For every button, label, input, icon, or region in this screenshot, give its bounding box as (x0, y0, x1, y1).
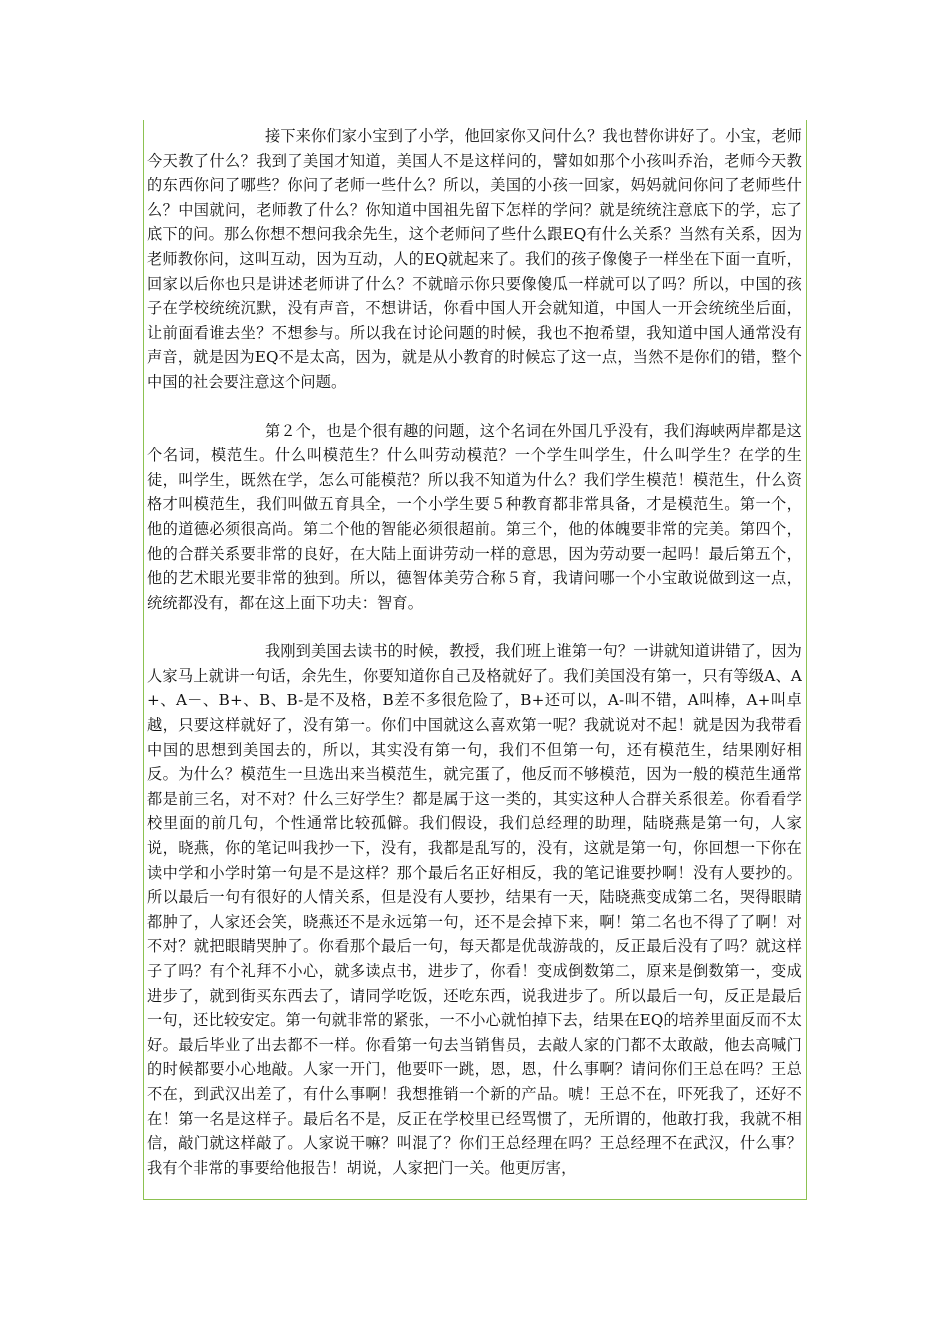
document-page (143, 120, 807, 1200)
paragraph-2: 第２个，也是个很有趣的问题，这个名词在外国几乎没有，我们海峡两岸都是这个名词，模范生。什么叫模范生？什么叫劳动模范？一个学生叫学生，什么叫学生？在学的生徒，叫学生，既然在学，怎么可能模范？所以我不知道为什么？我们学生模范！模范生，什么资格才叫模范生，我们叫做五育具全，一个小学生要５种教育都非常具备，才是模范生。第一个，他的道德必须很高尚。第二个他的智能必须很超前。第三个，他的体魄要非常的完美。第四个，他的合群关系要非常的良好，在大陆上面讲劳动一样的意思，因为劳动要一起吗！最后第五个，他的艺术眼光要非常的独到。所以，德智体美劳合称５育，我请问哪一个小宝敢说做到这一点，统统都没有，都在这上面下功夫：智育。 (147, 421, 802, 612)
paragraph-1: 接下来你们家小宝到了小学，他回家你又问什么？我也替你讲好了。小宝，老师今天教了什么？我到了美国才知道，美国人不是这样问的，譬如如那个小孩叫乔治，老师今天教的东西你问了哪些？你问了老师一些什么？所以，美国的小孩一回家，妈妈就问你问了老师些什么？中国就问，老师教了什么？你知道中国祖先留下怎样的学问？就是统统注意底下的学，忘了底下的问。那么你想不想问我余先生，这个老师问了些什么跟EQ有什么关系？当然有关系，因为老师教你问，这叫互动，因为互动，人的EQ就起来了。我们的孩子像傻子一样坐在下面一直听，回家以后你也只是讲述老师讲了什么？不就暗示你只要像傻瓜一样就可以了吗？所以，中国的孩子在学校统统沉默，没有声音，不想讲话，你看中国人开会就知道，中国人一开会统统坐后面，让前面看谁去坐？不想参与。所以我在讨论问题的时候，我也不抱希望，我知道中国人通常没有声音，就是因为EQ不是太高，因为，就是从小教育的时候忘了这一点，当然不是你们的错，整个中国的社会要注意这个问题。 (147, 127, 802, 391)
paragraph-3: 我刚到美国去读书的时候，教授，我们班上谁第一句？一讲就知道讲错了，因为人家马上就讲一句话，余先生，你要知道你自己及格就好了。我们美国没有第一，只有等级A、A+、A－、B+、B、B-是不及格，B差不多很危险了，B+还可以，A-叫不错，A叫棒，A+叫卓越，只要这样就好了，没有第一。你们中国就这么喜欢第一呢？我就说对不起！就是因为我带看中国的思想到美国去的，所以，其实没有第一句，我们不但第一句，还有模范生，结果刚好相反。为什么？模范生一旦选出来当模范生，就完蛋了，他反而不够模范，因为一般的模范生通常都是前三名，对不对？什么三好学生？都是属于这一类的，其实这种人合群关系很差。你看看学校里面的前几句，个性通常比较孤僻。我们假设，我们总经理的助理，陆晓燕是第一句，人家说，晓燕，你的笔记叫我抄一下，没有，我都是乱写的，没有，这就是第一句，你回想一下你在读中学和小学时第一句是不是这样？那个最后名正好相反，我的笔记谁要抄啊！没有人要抄的。所以最后一句有很好的人情关系，但是没有人要抄，结果有一天，陆晓燕变成第二名，哭得眼睛都肿了，人家还会笑，晓燕还不是永远第一句，还不是会掉下来，啊！第二名也不得了了啊！对不对？就把眼睛哭肿了。你看那个最后一句，每天都是优哉游哉的，反正最后没有了吗？就这样子了吗？有个礼拜不小心，就多读点书，进步了，你看！变成倒数第二，原来是倒数第一，变成进步了，就到街买东西去了，请同学吃饭，还吃东西，说我进步了。所以最后一句，反正是最后一句，还比较安定。第一句就非常的紧张，一不小心就怕掉下去，结果在EQ的培养里面反而不太好。最后毕业了出去都不一样。你看第一句去当销售员，去敲人家的门都不太敢敲，他去高喊门的时候都要小心地敲。人家一开门，他要吓一跳，恩，恩，什么事啊？请问你们王总在吗？王总不在，到武汉出差了，有什么事啊！我想推销一个新的产品。唬！王总不在，吓死我了，还好不在！第一名是这样子。最后名不是，反正在学校里已经骂惯了，无所谓的，他敢打我，我就不相信，敲门就这样敲了。人家说干嘛？叫混了？你们王总经理在吗？王总经理不在武汉，什么事？我有个非常的事要给他报告！胡说，人家把门一关。他更厉害， (147, 642, 802, 1177)
